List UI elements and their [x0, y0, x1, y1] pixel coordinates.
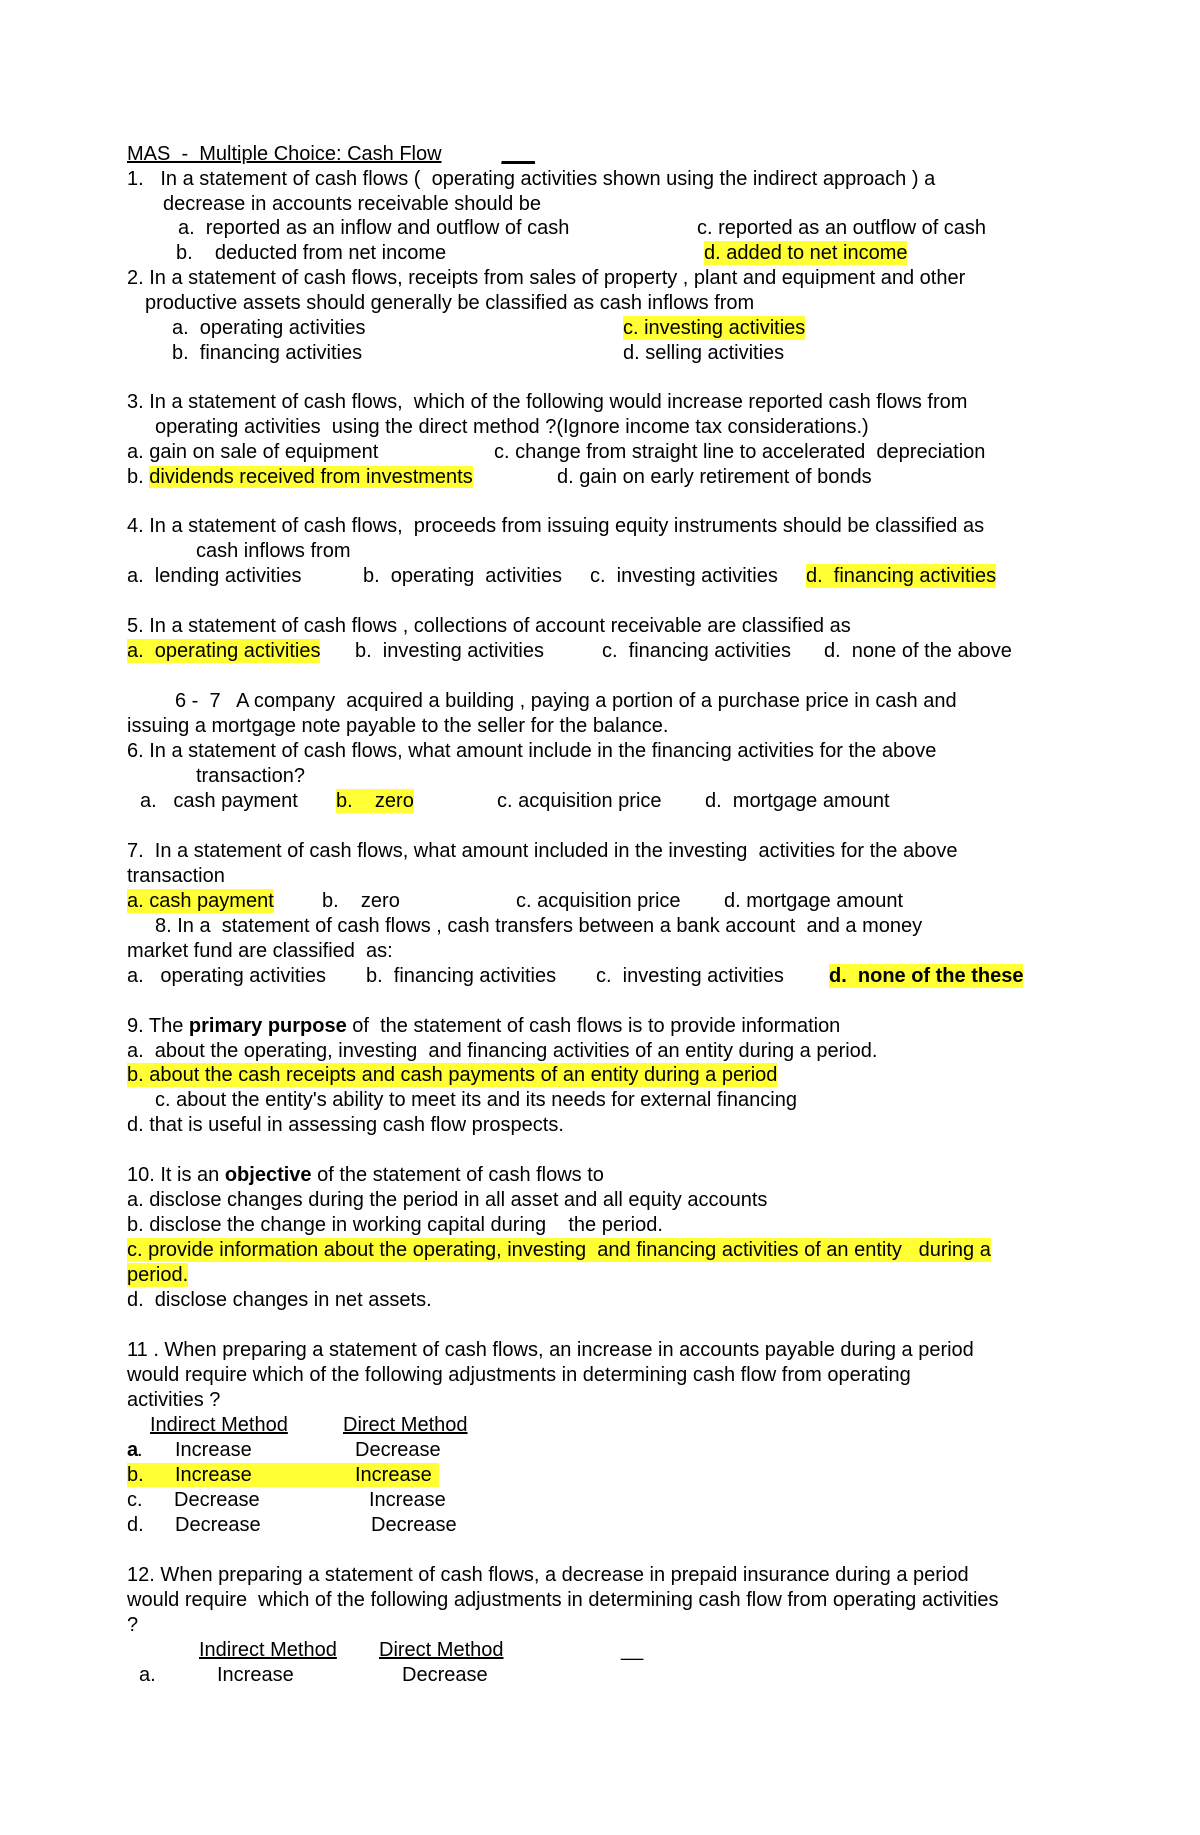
q3-stem-line2: operating activities using the direct method ?(Ignore income tax considerations.) [155, 416, 869, 438]
q12-row-a-letter: a. [139, 1664, 156, 1686]
q11-row-a-direct: Decrease [355, 1439, 441, 1461]
q11-row-d-direct: Decrease [371, 1514, 457, 1536]
q10-stem-emphasis: objective [224, 1164, 312, 1186]
q3-option-b-line [127, 465, 473, 489]
q10-option-a: a. disclose changes during the period in all asset and all equity accounts [127, 1189, 768, 1211]
q3-option-b-answer: dividends received from investments [149, 466, 473, 488]
q4-option-b: b. operating activities [363, 565, 562, 587]
q11-row-a-indirect: Increase [175, 1439, 252, 1461]
q1-stem-line2: decrease in accounts receivable should be [163, 193, 542, 215]
q3-option-b-prefix: b. [127, 466, 144, 488]
q3-option-c: c. change from straight line to accelerated depreciation [494, 441, 986, 463]
q3-option-a: a. gain on sale of equipment [127, 441, 379, 463]
q10-stem [127, 1163, 604, 1187]
q9-stem-pre: 9. The [127, 1015, 189, 1037]
q1-option-a: a. reported as an inflow and outflow of cash [178, 217, 570, 239]
q5-option-b: b. investing activities [355, 640, 544, 662]
q9-option-d: d. that is useful in assessing cash flow prospects. [127, 1114, 564, 1136]
q67-intro-line2: issuing a mortgage note payable to the seller for the balance. [127, 715, 669, 737]
q7-stem-line1: 7. In a statement of cash flows, what amount included in the investing activities for the above [127, 840, 958, 862]
q9-stem-post: of the statement of cash flows is to provide information [346, 1015, 841, 1037]
q8-option-b: b. financing activities [366, 965, 557, 987]
q12-row-a-direct: Decrease [402, 1664, 488, 1686]
q12-header-blank: __ [621, 1639, 644, 1661]
q11-stem-line1: 11 . When preparing a statement of cash flows, an increase in accounts payable during a period [127, 1339, 974, 1361]
q6-option-d: d. mortgage amount [705, 790, 890, 812]
q2-option-b: b. financing activities [172, 342, 363, 364]
q7-option-a-answer: a. cash payment [127, 890, 274, 912]
q7-option-c: c. acquisition price [516, 890, 681, 912]
q7-stem-line2: transaction [127, 865, 225, 887]
q11-stem-line2: would require which of the following adjustments in determining cash flow from operating [127, 1364, 911, 1386]
q4-option-a: a. lending activities [127, 565, 302, 587]
q11-row-c-indirect: Decrease [174, 1489, 260, 1511]
q1-option-d-answer: d. added to net income [704, 242, 908, 264]
q5-option-c: c. financing activities [602, 640, 791, 662]
q12-row-a-indirect: Increase [217, 1664, 294, 1686]
q6-stem-line1: 6. In a statement of cash flows, what amount include in the financing activities for the above [127, 740, 937, 762]
q11-row-a-letter: a [127, 1439, 139, 1461]
q5-option-d: d. none of the above [824, 640, 1012, 662]
q12-header-direct-text: Direct Method [379, 1639, 504, 1661]
q2-option-c-answer: c. investing activities [623, 317, 806, 339]
q8-option-a: a. operating activities [127, 965, 326, 987]
q2-stem-line2: productive assets should generally be classified as cash inflows from [145, 292, 755, 314]
q12-stem-line3: ? [127, 1614, 139, 1636]
q12-header-direct [379, 1638, 526, 1662]
q8-stem-line2: market fund are classified as: [127, 940, 393, 962]
q11-header-direct: Direct Method [343, 1414, 468, 1436]
title-blank: ___ [501, 143, 535, 165]
q10-stem-post: of the statement of cash flows to [311, 1164, 604, 1186]
q12-stem-line1: 12. When preparing a statement of cash flows, a decrease in prepaid insurance during a period [127, 1564, 969, 1586]
q7-option-d: d. mortgage amount [724, 890, 903, 912]
q67-intro-line1: 6 - 7 A company acquired a building , paying a portion of a purchase price in cash and [175, 690, 957, 712]
q9-option-c: c. about the entity's ability to meet its and its needs for external financing [155, 1089, 797, 1111]
q2-option-a: a. operating activities [172, 317, 366, 339]
q10-option-c-answer-line2: period. [127, 1264, 189, 1286]
q10-option-c-answer-line1: c. provide information about the operating, investing and financing activities of an entity during a [127, 1239, 991, 1261]
q5-stem-line1: 5. In a statement of cash flows , collections of account receivable are classified as [127, 615, 851, 637]
q2-option-d: d. selling activities [623, 342, 785, 364]
q6-option-c: c. acquisition price [497, 790, 662, 812]
q3-stem-line1: 3. In a statement of cash flows, which of the following would increase reported cash flows from [127, 391, 968, 413]
q11-row-d-indirect: Decrease [175, 1514, 261, 1536]
q8-stem-line1: 8. In a statement of cash flows , cash transfers between a bank account and a money [155, 915, 923, 937]
q10-stem-pre: 10. It is an [127, 1164, 225, 1186]
q9-option-b-answer: b. about the cash receipts and cash payments of an entity during a period [127, 1064, 778, 1086]
q11-row-a-dot: . [137, 1439, 143, 1461]
q11-row-b-letter: b. [127, 1464, 144, 1486]
q11-row-b-direct: Increase [355, 1464, 432, 1486]
q10-option-d: d. disclose changes in net assets. [127, 1289, 432, 1311]
q11-row-c-letter: c. [127, 1489, 143, 1511]
q11-row-b-indirect: Increase [175, 1464, 252, 1486]
q11-stem-line3: activities ? [127, 1389, 221, 1411]
q6-option-b-answer: b. zero [336, 790, 414, 812]
q8-option-c: c. investing activities [596, 965, 784, 987]
q11-row-d-letter: d. [127, 1514, 144, 1536]
q9-stem-emphasis: primary purpose [188, 1015, 347, 1037]
title-text: MAS - Multiple Choice: Cash Flow [127, 143, 442, 165]
q9-stem [127, 1014, 840, 1038]
q1-option-c: c. reported as an outflow of cash [697, 217, 987, 239]
q11-row-b-answer [127, 1463, 439, 1487]
q4-option-c: c. investing activities [590, 565, 778, 587]
q12-stem-line2: would require which of the following adjustments in determining cash flow from operating activities [127, 1589, 999, 1611]
q4-option-d-answer: d. financing activities [806, 565, 997, 587]
q11-row-c-direct: Increase [369, 1489, 446, 1511]
q1-stem-line1: 1. In a statement of cash flows ( operating activities shown using the indirect approach ) a [127, 168, 936, 190]
q4-stem-line2: cash inflows from [196, 540, 351, 562]
q4-stem-line1: 4. In a statement of cash flows, proceeds from issuing equity instruments should be classified as [127, 515, 985, 537]
q2-stem-line1: 2. In a statement of cash flows, receipts from sales of property , plant and equipment and other [127, 267, 966, 289]
q5-option-a-answer: a. operating activities [127, 640, 321, 662]
document-title [127, 142, 535, 166]
q8-option-d-answer: d. none of the these [829, 965, 1024, 987]
q6-stem-line2: transaction? [196, 765, 305, 787]
q7-option-b: b. zero [322, 890, 400, 912]
q1-option-b: b. deducted from net income [176, 242, 447, 264]
q12-header-indirect: Indirect Method [199, 1639, 337, 1661]
q6-option-a: a. cash payment [140, 790, 298, 812]
q9-option-a: a. about the operating, investing and financing activities of an entity during a period. [127, 1040, 878, 1062]
q10-option-b: b. disclose the change in working capital during the period. [127, 1214, 663, 1236]
q3-option-d: d. gain on early retirement of bonds [557, 466, 872, 488]
q11-header-indirect: Indirect Method [150, 1414, 288, 1436]
